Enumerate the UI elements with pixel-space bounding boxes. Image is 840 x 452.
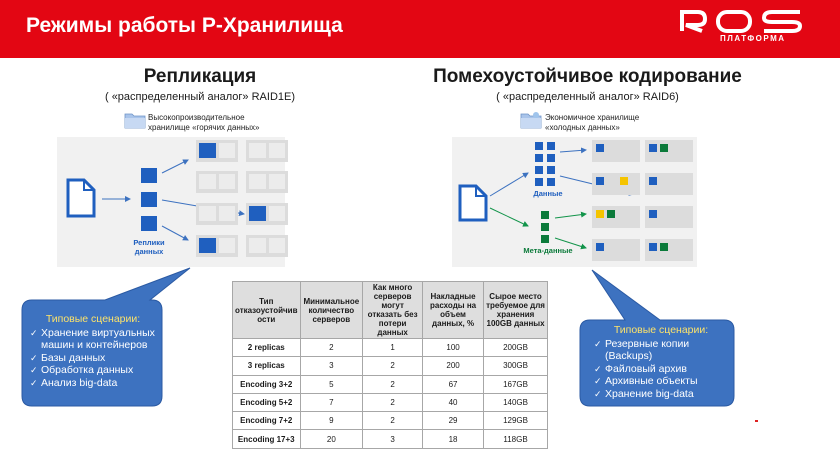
server-icon <box>196 171 238 193</box>
data-label: Данные <box>533 189 563 198</box>
server-icon <box>645 206 693 228</box>
table-cell: 3 replicas <box>233 357 301 375</box>
scenario-list <box>30 327 156 390</box>
replication-scenarios-callout <box>30 313 156 390</box>
scenario-item: ✓ Архивные объекты <box>594 375 728 388</box>
column-header: Сырое место требуемое для хранения 100GB данных <box>484 282 548 339</box>
scenario-item: ✓ Анализ big-data <box>30 377 156 390</box>
table-cell: 1 <box>363 339 423 357</box>
replication-description-line2: хранилище «горячих данных» <box>148 123 260 132</box>
callout-title: Типовые сценарии: <box>613 324 709 336</box>
table-cell: 9 <box>300 412 363 430</box>
table-cell: 200GB <box>484 339 548 357</box>
erasure-coding-title: Помехоустойчивое кодирование <box>433 66 742 87</box>
table-header-row <box>233 282 548 339</box>
meta-data-chunks <box>541 211 549 243</box>
page-title: Режимы работы Р-Хранилища <box>26 14 343 37</box>
column-header: Как много серверов могут отказать без потери данных <box>363 282 423 339</box>
table-cell: Encoding 3+2 <box>233 375 301 393</box>
decorative-dot <box>755 420 758 422</box>
server-icon <box>196 203 238 225</box>
table-row <box>233 393 548 411</box>
server-icon <box>592 173 640 195</box>
callout-title: Типовые сценарии: <box>45 313 141 325</box>
replica-block <box>141 192 157 207</box>
erasure-coding-description-line2: «холодных данных» <box>545 123 620 132</box>
erasure-coding-subtitle: ( «распределенный аналог» RAID6) <box>496 91 679 103</box>
fault-tolerance-table <box>232 281 548 449</box>
table-cell: 140GB <box>484 393 548 411</box>
table-row <box>233 339 548 357</box>
table-cell: 40 <box>423 393 484 411</box>
server-icon <box>592 239 640 261</box>
table-cell: 18 <box>423 430 484 448</box>
replica-label-line2: данных <box>134 247 164 256</box>
server-icon <box>246 203 288 225</box>
replica-label <box>126 238 172 256</box>
column-header: Тип отказоустойчив ости <box>233 282 301 339</box>
replication-description-line1: Высокопроизводительное <box>148 113 245 122</box>
replication-subtitle: ( «распределенный аналог» RAID1E) <box>104 91 296 103</box>
server-icon <box>246 171 288 193</box>
table-row <box>233 412 548 430</box>
table-cell: 2 <box>300 339 363 357</box>
table-cell: 2 <box>363 357 423 375</box>
logo-subtitle: ПЛАТФОРМА <box>720 34 786 43</box>
column-header: Минимальное количество серверов <box>300 282 363 339</box>
table-cell: 118GB <box>484 430 548 448</box>
table-row <box>233 357 548 375</box>
table-cell: 100 <box>423 339 484 357</box>
scenario-list <box>594 338 728 401</box>
table-cell: 300GB <box>484 357 548 375</box>
replication-title: Репликация <box>143 66 257 87</box>
table-cell: 2 <box>363 412 423 430</box>
server-icon <box>645 173 693 195</box>
server-icon <box>645 140 693 162</box>
table-cell: 20 <box>300 430 363 448</box>
erasure-coding-description-line1: Экономичное хранилище <box>545 113 640 122</box>
table-cell: 3 <box>363 430 423 448</box>
table-cell: 200 <box>423 357 484 375</box>
scenario-item: ✓ Хранение big-data <box>594 388 728 401</box>
table-cell: 2 replicas <box>233 339 301 357</box>
table-cell: Encoding 7+2 <box>233 412 301 430</box>
server-icon <box>196 140 238 162</box>
scenario-item: ✓ Базы данных <box>30 352 156 365</box>
server-icon <box>592 140 640 162</box>
table-cell: 29 <box>423 412 484 430</box>
scenario-item: ✓ Резервные копии (Backups) <box>594 338 728 363</box>
scenario-item: ✓ Обработка данных <box>30 364 156 377</box>
table-row <box>233 430 548 448</box>
scenario-item: ✓ Файловый архив <box>594 363 728 376</box>
replica-label-line1: Реплики <box>133 238 165 247</box>
table-cell: 167GB <box>484 375 548 393</box>
table-cell: 67 <box>423 375 484 393</box>
server-icon <box>592 206 640 228</box>
table-cell: 129GB <box>484 412 548 430</box>
erasure-scenarios-callout <box>594 324 728 401</box>
table-cell: 2 <box>363 393 423 411</box>
replica-block <box>141 216 157 231</box>
table-cell: 3 <box>300 357 363 375</box>
server-icon <box>246 140 288 162</box>
table-cell: Encoding 17+3 <box>233 430 301 448</box>
meta-data-label: Мета-данные <box>523 246 573 255</box>
document-icon <box>68 180 94 216</box>
table-cell: 2 <box>363 375 423 393</box>
document-icon <box>460 186 486 220</box>
server-icon <box>246 235 288 257</box>
table-cell: 5 <box>300 375 363 393</box>
replica-block <box>141 168 157 183</box>
table-cell: Encoding 5+2 <box>233 393 301 411</box>
server-icon <box>196 235 238 257</box>
server-icon <box>645 239 693 261</box>
table-cell: 7 <box>300 393 363 411</box>
scenario-item: ✓ Хранение виртуальных машин и контейнеров <box>30 327 156 352</box>
table-row <box>233 375 548 393</box>
column-header: Накладные расходы на объем данных, % <box>423 282 484 339</box>
